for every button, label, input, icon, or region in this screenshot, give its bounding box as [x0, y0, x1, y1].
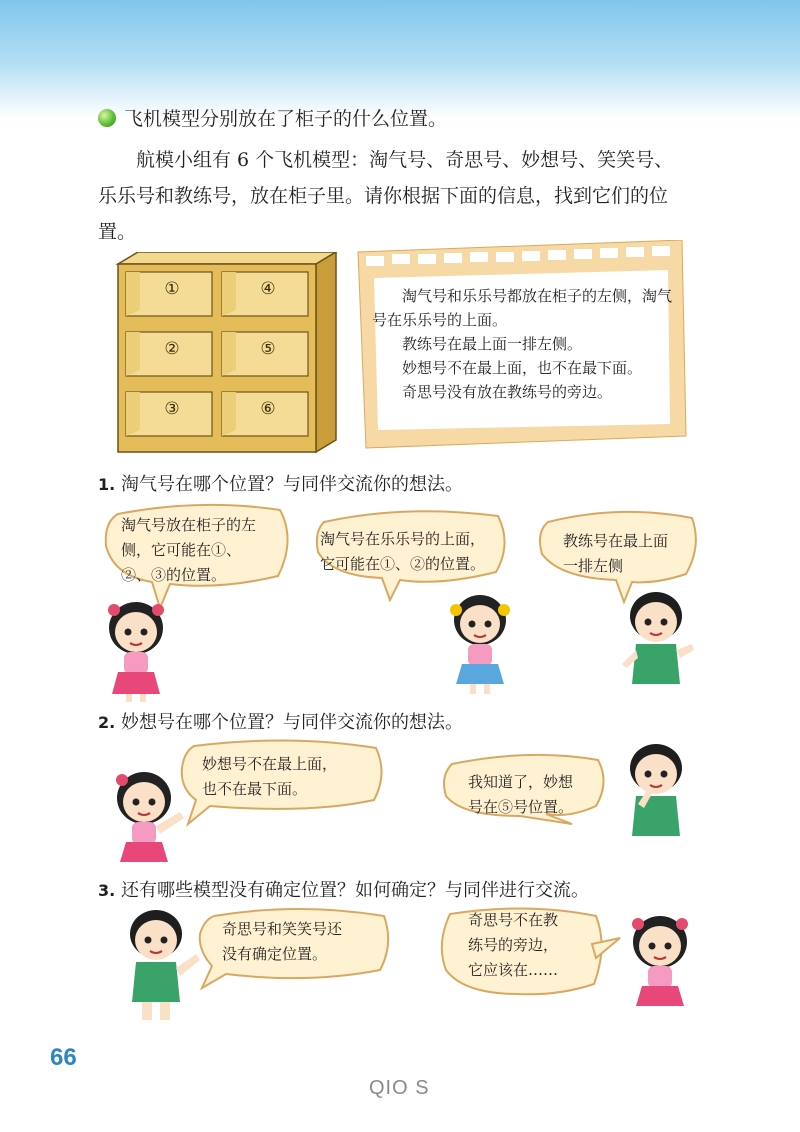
speech-bubble: 教练号在最上面 一排左侧 — [563, 532, 669, 575]
slot-label-6: ⑥ — [260, 399, 276, 419]
boy-character — [620, 740, 692, 840]
girl-character — [100, 598, 172, 702]
clue-item: 奇思号没有放在教练号的旁边。 — [402, 383, 613, 401]
speech-bubble: 奇思号不在教 练号的旁边， 它应该在…… — [468, 911, 559, 979]
slot-label-5: ⑤ — [260, 339, 276, 359]
question-number: 3. — [98, 881, 116, 900]
boy-character — [614, 588, 698, 692]
boy-character — [120, 906, 204, 1024]
question-text: 淘气号在哪个位置？与同伴交流你的想法。 — [120, 474, 463, 495]
question-1 — [98, 470, 463, 496]
clue-list — [372, 284, 672, 404]
cabinet-illustration — [110, 252, 340, 454]
question-text: 还有哪些模型没有确定位置？如何确定？与同伴进行交流。 — [120, 880, 589, 901]
speech-bubble: 奇思号和笑笑号还 没有确定位置。 — [222, 920, 343, 963]
girl-character — [444, 590, 516, 694]
girl-character — [620, 912, 700, 1014]
speech-bubble: 妙想号不在最上面， 也不在最下面。 — [202, 755, 338, 798]
speech-bubble: 淘气号在乐乐号的上面， 它可能在①、②的位置。 — [320, 530, 486, 573]
watermark-text: QIO S — [369, 1077, 430, 1099]
slot-label-2: ② — [164, 339, 180, 359]
clue-item: 妙想号不在最上面，也不在最下面。 — [402, 359, 643, 377]
heading-text: 飞机模型分别放在了柜子的什么位置。 — [124, 108, 448, 130]
slot-label-1: ① — [164, 279, 180, 299]
slot-label-4: ④ — [260, 279, 276, 299]
question-number: 2. — [98, 713, 116, 732]
girl-character — [108, 768, 192, 868]
section-heading — [98, 104, 447, 131]
speech-bubble: 我知道了，妙想 号在⑤号位置。 — [468, 773, 574, 816]
question-number: 1. — [98, 475, 116, 494]
question-3 — [98, 876, 589, 902]
green-bullet-icon — [98, 109, 116, 127]
intro-paragraph: 航模小组有 6 个飞机模型：淘气号、奇思号、妙想号、笑笑号、乐乐号和教练号，放在柜子里。请你根据下面的信息，找到它们的位置。 — [98, 149, 674, 243]
top-color-band — [0, 0, 800, 118]
page-number: 66 — [50, 1044, 77, 1071]
clue-item: 教练号在最上面一排左侧。 — [402, 335, 583, 353]
speech-bubble: 淘气号放在柜子的左 侧，它可能在①、 ②、③的位置。 — [121, 516, 257, 584]
question-2 — [98, 708, 463, 734]
slot-label-3: ③ — [164, 399, 180, 419]
question-text: 妙想号在哪个位置？与同伴交流你的想法。 — [120, 712, 463, 733]
clue-item: 淘气号和乐乐号都放在柜子的左侧，淘气号在乐乐号的上面。 — [372, 287, 673, 329]
